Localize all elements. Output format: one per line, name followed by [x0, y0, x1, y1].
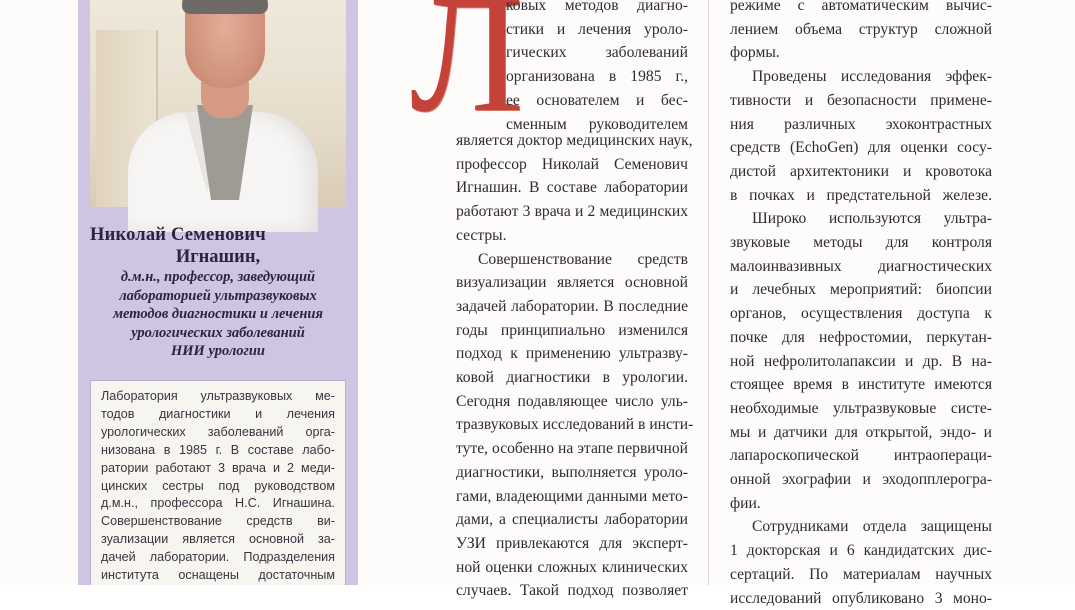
- text-line: ния различных эхоконтрастных: [730, 115, 992, 133]
- sidebar-panel: [78, 0, 358, 585]
- text-line: является доктор медицинских наук,: [456, 132, 693, 149]
- text-line: звуковые методы для контроля: [730, 234, 992, 252]
- article-column-1: [456, 129, 694, 603]
- text-line: лением объема структур сложной: [730, 20, 992, 38]
- text-line: тразвуковых исследований в инсти-: [456, 416, 694, 434]
- text-line: сменным руководителем: [506, 115, 688, 133]
- text-line: 1 докторская и 6 кандидатских дис-: [730, 542, 992, 560]
- text-line: Широко используются ультра-: [752, 210, 992, 228]
- text-line: ной нефролитолапаксии и др. В на-: [730, 352, 992, 370]
- drop-cap: Л: [410, 0, 524, 147]
- text-line: формы.: [730, 44, 780, 62]
- info-line: цинских сестры под руководством: [101, 478, 335, 493]
- text-line: визуализации является основной: [456, 274, 688, 292]
- text-line: необходимые ультразвуковые систе-: [730, 399, 992, 417]
- text-line: сертаций. По материалам научных: [730, 565, 992, 583]
- name-line-2: Игнашин,: [175, 247, 261, 267]
- text-line: сестры.: [456, 226, 507, 244]
- text-line: мы и датчики для открытой, эндо- и: [730, 423, 992, 441]
- text-line: онной эхографии и эходопплерогра-: [730, 471, 992, 489]
- text-line: малоинвазивных диагностических: [730, 257, 992, 275]
- text-line: дами, а специалисты лаборатории: [456, 511, 688, 529]
- text-line: Совершенствование средств: [478, 250, 688, 268]
- text-line: органов, осуществления доступа к: [730, 305, 992, 323]
- text-line: гических заболеваний: [506, 44, 688, 62]
- portrait-photo: [90, 0, 346, 207]
- info-line: Лаборатория ультразвуковых ме-: [101, 389, 335, 403]
- text-line: УЗИ привлекаются для эксперт-: [456, 534, 688, 552]
- text-line: ковых методов диагно-: [506, 0, 688, 14]
- text-line: фии.: [730, 494, 761, 512]
- info-line: ратории работают 3 врача и 2 меди-: [101, 460, 335, 475]
- role-line: НИИ урологии: [170, 343, 266, 360]
- info-line: дачей лаборатории. Подразделения: [101, 550, 335, 565]
- text-line: в почках и предстательной железе.: [730, 186, 992, 204]
- column-divider: [708, 0, 709, 585]
- text-line: Игнашин. В составе лаборатории: [456, 179, 688, 197]
- text-line: почке для нефростомии, перкутан-: [730, 328, 992, 346]
- person-name: [90, 224, 346, 268]
- article-column-2: [730, 0, 992, 610]
- name-line-1: Николай Семенович: [90, 225, 266, 245]
- text-line: Проведены исследования эффек-: [752, 68, 992, 86]
- person-role: [92, 268, 344, 361]
- role-line: лабораторией ультразвуковых: [119, 287, 317, 304]
- text-line: дистой архитектоники и кровотока: [730, 162, 992, 180]
- info-line: института оснащены достаточным: [101, 568, 335, 583]
- text-line: ной оценки сложных клинических: [456, 558, 688, 576]
- text-line: тивности и безопасности примене-: [730, 91, 992, 109]
- text-line: стики и лечения уроло-: [506, 20, 688, 38]
- text-line: подход к применению ультразву-: [456, 345, 688, 363]
- role-line: урологических заболеваний: [131, 324, 305, 341]
- text-line: исследований опубликовано 3 моно-: [730, 589, 992, 607]
- text-line: годы принципиально изменился: [456, 321, 688, 339]
- role-line: д.м.н., профессор, заведующий: [120, 269, 316, 285]
- info-line: низована в 1985 г. В составе лабо-: [101, 442, 335, 457]
- text-line: туте, особенно на этапе первичной: [456, 440, 688, 458]
- text-line: средств (EchoGen) для оценки сосу-: [730, 139, 992, 157]
- text-line: задачей лаборатории. В последние: [456, 297, 688, 315]
- text-line: лапароскопической интраопераци-: [730, 447, 992, 465]
- text-line: Сегодня подавляющее число уль-: [456, 392, 688, 410]
- info-box: [90, 380, 346, 585]
- info-line: Совершенствование средств ви-: [101, 514, 335, 529]
- info-line: д.м.н., профессора Н.С. Игнашина.: [101, 496, 335, 511]
- info-line: урологических заболеваний орга-: [101, 424, 335, 439]
- text-line: и лечебных мероприятий: биопсии: [730, 281, 992, 299]
- article-column-1-top: [506, 0, 688, 136]
- text-line: случаев. Такой подход позволяет: [456, 582, 688, 600]
- text-line: ее основателем и бес-: [506, 91, 688, 109]
- text-line: гами, владеющими данными мето-: [456, 487, 688, 505]
- text-line: работают 3 врача и 2 медицинских: [456, 203, 688, 221]
- role-line: методов диагностики и лечения: [113, 306, 323, 323]
- text-line: профессор Николай Семенович: [456, 155, 688, 173]
- text-line: организована в 1985 г.,: [506, 68, 688, 86]
- text-line: диагностики, выполняется уроло-: [456, 463, 688, 481]
- info-line: зуализации является основной за-: [101, 532, 335, 547]
- text-line: режиме с автоматическим вычис-: [730, 0, 992, 14]
- text-line: ковой диагностики в урологии.: [456, 369, 688, 387]
- text-line: Сотрудниками отдела защищены: [752, 518, 992, 536]
- info-line: тодов диагностики и лечения: [101, 406, 335, 421]
- text-line: стоящее время в институте имеются: [730, 376, 992, 394]
